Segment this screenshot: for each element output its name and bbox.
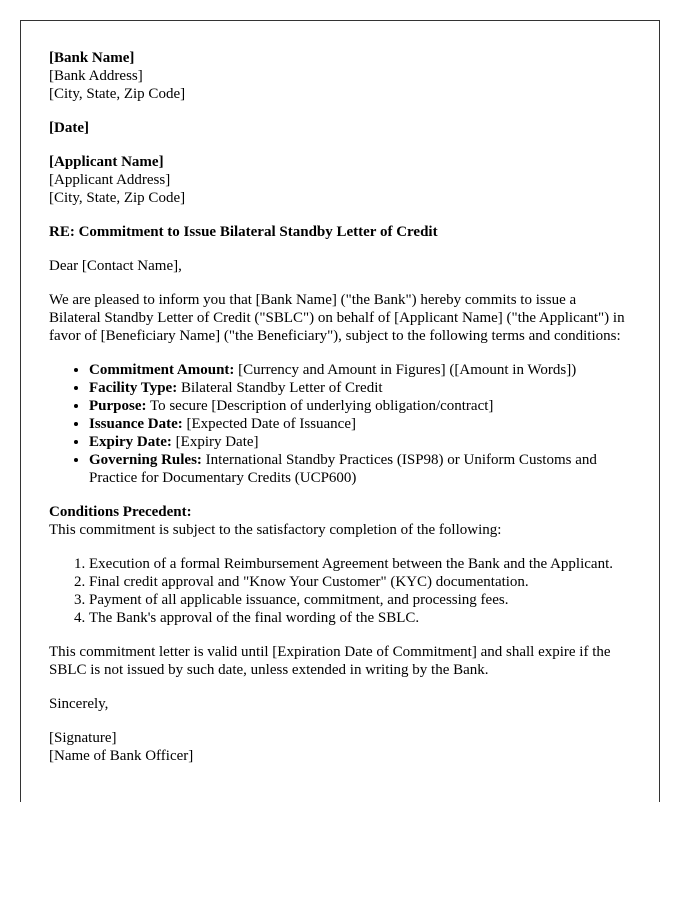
term-label: Issuance Date: — [89, 416, 183, 432]
term-value: [Currency and Amount in Figures] ([Amount in Words]) — [234, 362, 577, 378]
condition-item: 2. Final credit approval and "Know Your Customer" (KYC) documentation. — [89, 573, 631, 591]
condition-item: 4. The Bank's approval of the final wording of the SBLC. — [89, 609, 631, 627]
term-label: Facility Type: — [89, 380, 178, 396]
bank-address: [Bank Address] — [49, 68, 143, 84]
salutation: Dear [Contact Name], — [49, 258, 182, 274]
conditions-block — [49, 503, 631, 539]
applicant-city-state-zip: [City, State, Zip Code] — [49, 190, 186, 206]
term-label: Expiry Date: — [89, 434, 172, 450]
letter-date: [Date] — [49, 120, 89, 136]
term-item — [89, 361, 631, 379]
recipient-block — [49, 153, 631, 207]
applicant-name: [Applicant Name] — [49, 154, 164, 170]
letter-page — [20, 20, 660, 802]
term-item — [89, 379, 631, 397]
sender-block — [49, 49, 631, 103]
signature-block — [49, 729, 631, 765]
term-label: Commitment Amount: — [89, 362, 235, 378]
intro-paragraph: We are pleased to inform you that [Bank Name] ("the Bank") hereby commits to issue a Bilateral Standby Letter of Credit ("SBLC") on behalf of [Applicant Name] ("the Applicant") in favor of [Beneficiary Name] ("the Beneficiary"), subject to the following terms and conditions: — [49, 292, 625, 344]
bank-name: [Bank Name] — [49, 50, 135, 66]
validity-paragraph: This commitment letter is valid until [Expiration Date of Commitment] and shall expire if the SBLC is not issued by such date, unless extended in writing by the Bank. — [49, 644, 611, 678]
conditions-list — [49, 555, 631, 627]
term-item — [89, 433, 631, 451]
applicant-address: [Applicant Address] — [49, 172, 171, 188]
term-value: [Expiry Date] — [171, 434, 259, 450]
signature: [Signature] — [49, 730, 117, 746]
officer-name: [Name of Bank Officer] — [49, 748, 194, 764]
closing: Sincerely, — [49, 696, 109, 712]
term-value: Bilateral Standby Letter of Credit — [177, 380, 383, 396]
conditions-heading: Conditions Precedent: — [49, 504, 192, 520]
condition-item: 3. Payment of all applicable issuance, commitment, and processing fees. — [89, 591, 631, 609]
term-item — [89, 397, 631, 415]
term-value: [Expected Date of Issuance] — [182, 416, 356, 432]
term-item — [89, 451, 631, 487]
term-value: To secure [Description of underlying obligation/contract] — [146, 398, 494, 414]
subject-line: RE: Commitment to Issue Bilateral Standby Letter of Credit — [49, 224, 438, 240]
terms-list — [49, 361, 631, 487]
term-label: Governing Rules: — [89, 452, 202, 468]
term-value: International Standby Practices (ISP98) or Uniform Customs and Practice for Documentary Credits (UCP600) — [89, 452, 597, 486]
term-item — [89, 415, 631, 433]
condition-item: 1. Execution of a formal Reimbursement Agreement between the Bank and the Applicant. — [89, 555, 631, 573]
conditions-intro: This commitment is subject to the satisfactory completion of the following: — [49, 522, 502, 538]
bank-city-state-zip: [City, State, Zip Code] — [49, 86, 186, 102]
term-label: Purpose: — [89, 398, 147, 414]
